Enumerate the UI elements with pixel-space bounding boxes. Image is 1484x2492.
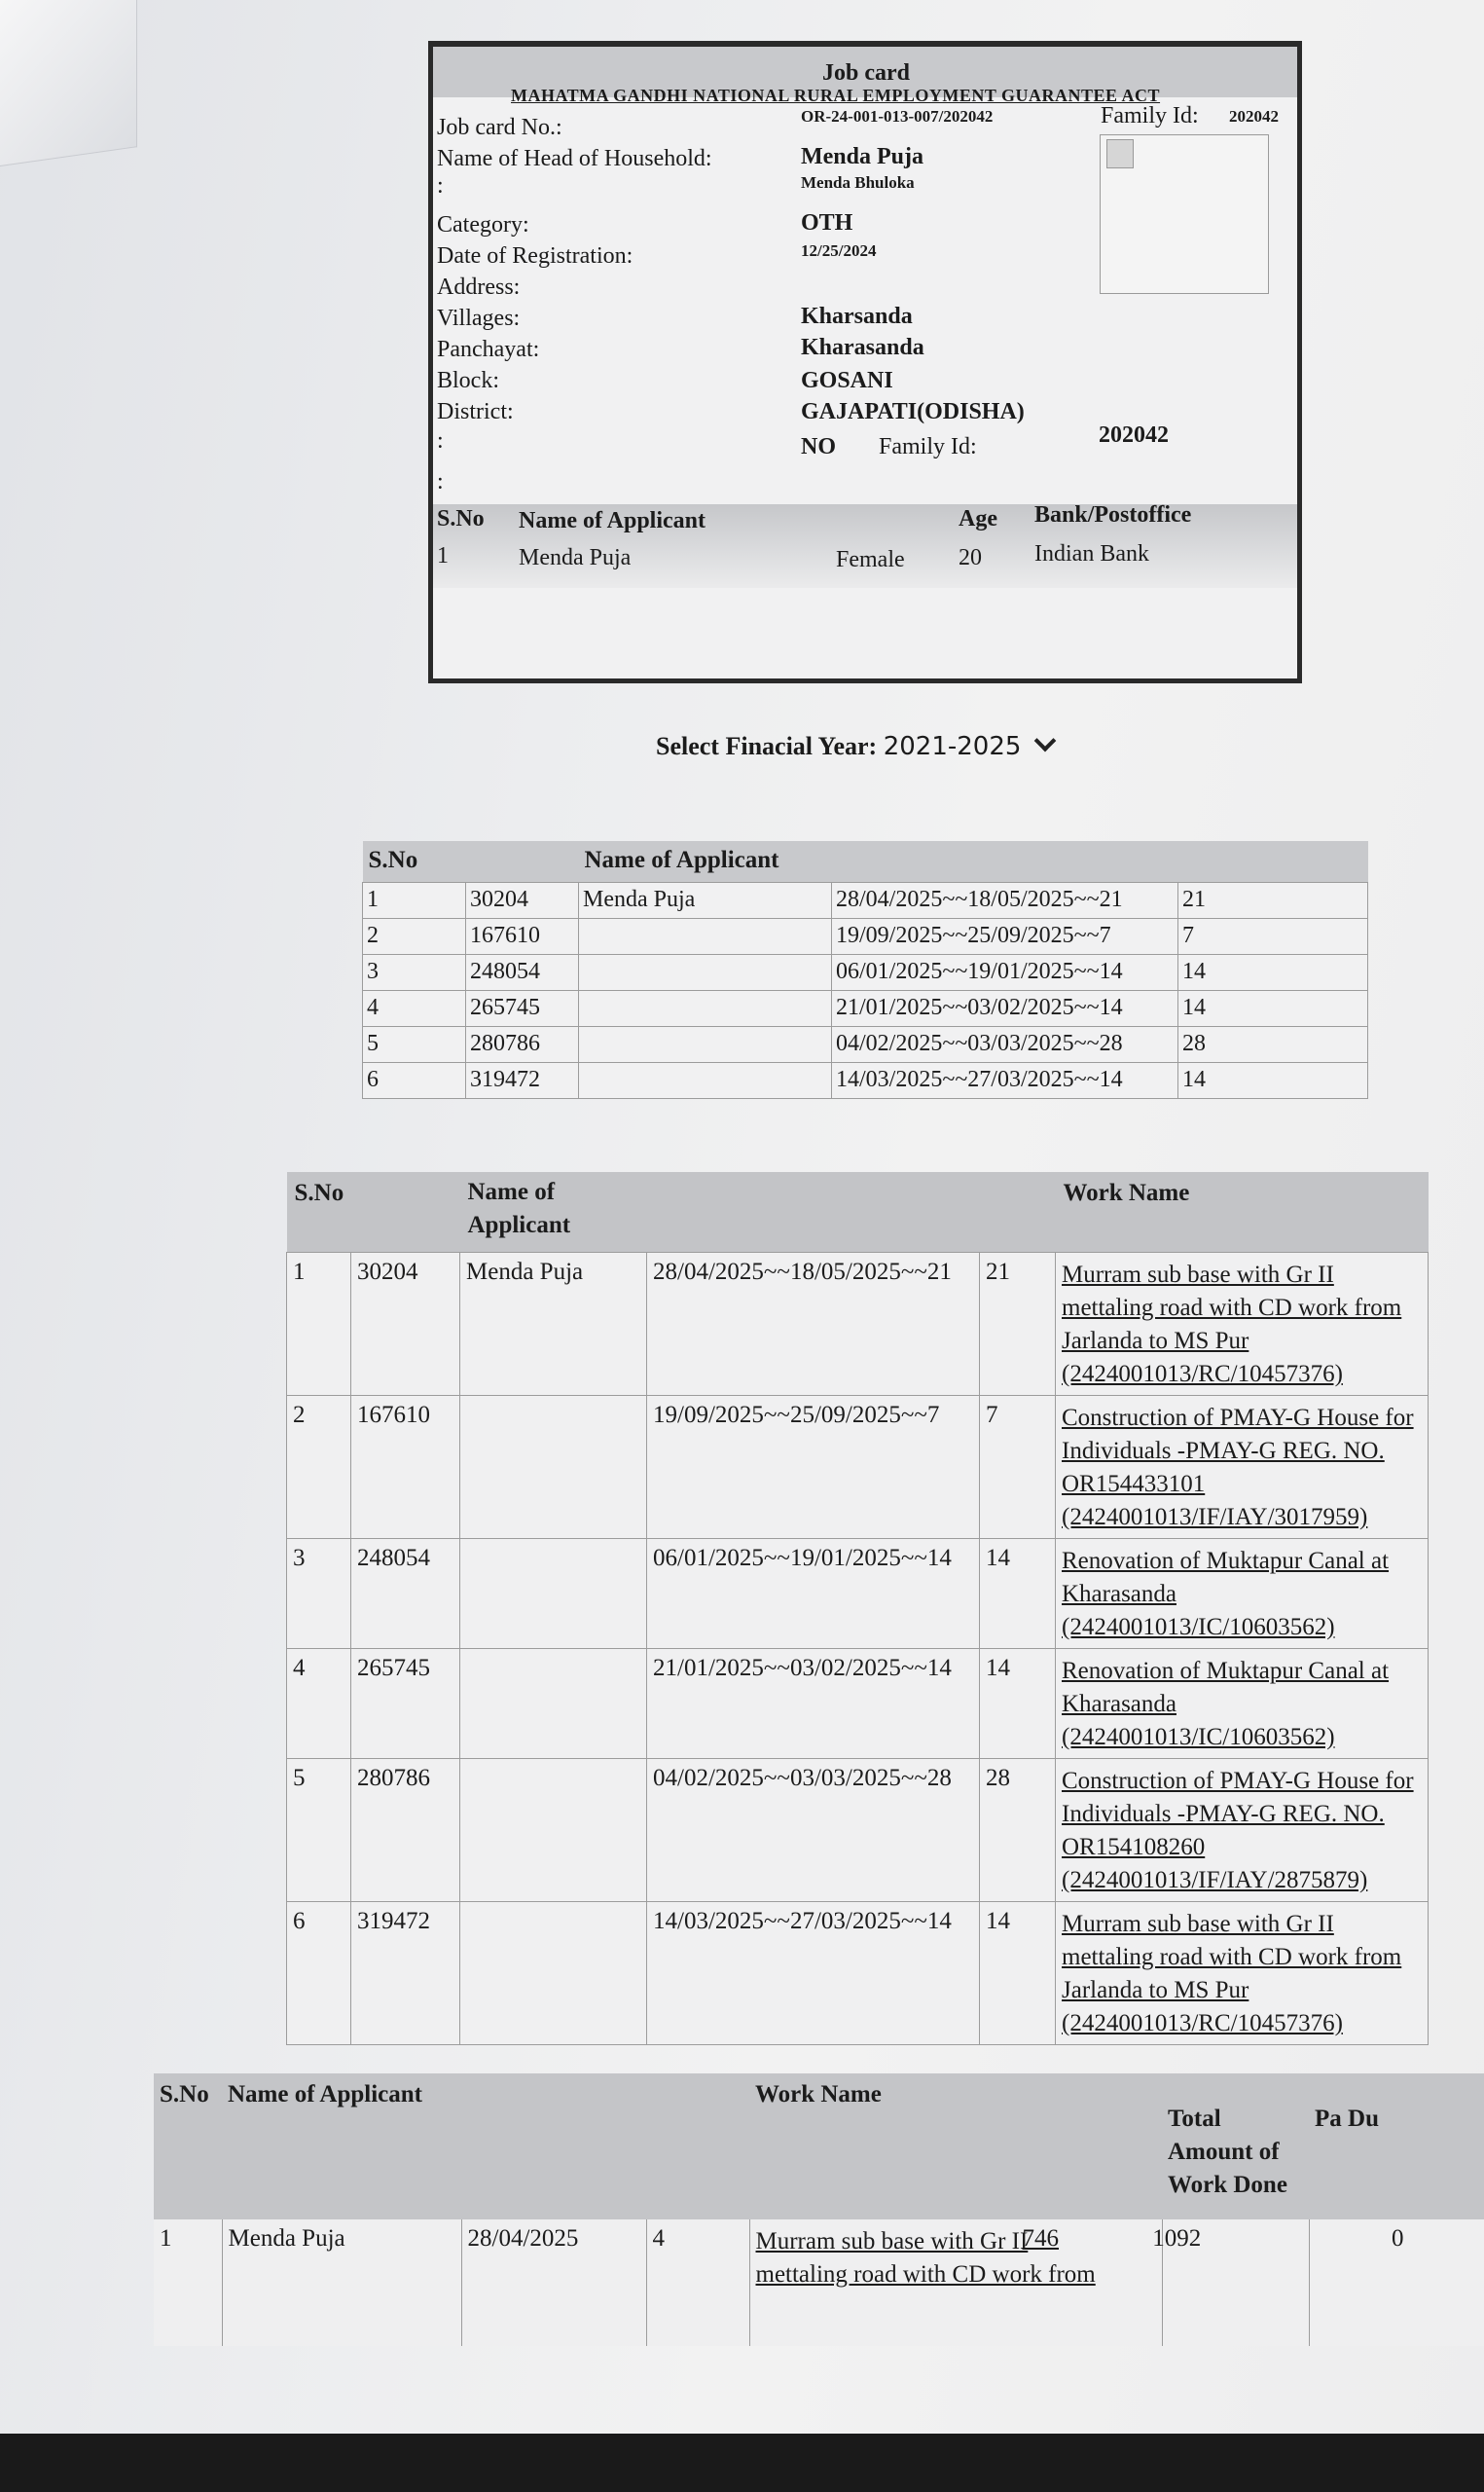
table-header-row xyxy=(363,841,1368,883)
days-cell: 7 xyxy=(1178,919,1368,955)
job-card-no: OR-24-001-013-007/202042 xyxy=(801,107,994,126)
family-id: 202042 xyxy=(1229,107,1279,126)
chevron-down-icon xyxy=(1034,730,1057,752)
table-row xyxy=(287,1902,1429,2045)
address-label: Address: xyxy=(437,275,521,300)
applicant-bank-header: Bank/Postoffice xyxy=(1034,502,1192,528)
colon: : xyxy=(437,428,444,454)
period-cell: 28/04/2025~~18/05/2025~~21 xyxy=(832,883,1178,919)
table-row xyxy=(287,1396,1429,1539)
total-amount-header: Total Amount of Work Done xyxy=(1162,2073,1309,2219)
payment-table xyxy=(154,2073,1484,2346)
sno-cell: 1 xyxy=(154,2219,222,2346)
period-cell: 06/01/2025~~19/01/2025~~14 xyxy=(832,955,1178,991)
total-cell xyxy=(1022,2219,1309,2346)
table-row xyxy=(287,1539,1429,1649)
job-card-box xyxy=(428,41,1302,683)
sno-cell: 3 xyxy=(363,955,466,991)
table-row xyxy=(363,991,1368,1027)
work-name-cell: Murram sub base with Gr II mettaling road with CD work from Jarlanda to MS Pur (2424001013/RC/10457376) xyxy=(1056,1253,1429,1396)
work-name-cell: Renovation of Muktapur Canal at Kharasanda (2424001013/IC/10603562) xyxy=(1056,1649,1429,1759)
sno-cell: 2 xyxy=(287,1396,351,1539)
total-amount: 1092 xyxy=(1152,2225,1202,2252)
id-cell: 280786 xyxy=(351,1759,460,1902)
head-of-household-label: Name of Head of Household: xyxy=(437,146,712,171)
blank-header xyxy=(466,841,579,883)
sno-header: S.No xyxy=(363,841,466,883)
financial-year-value: 2021-2025 xyxy=(883,732,1022,761)
table-header-row xyxy=(154,2073,1484,2219)
period-cell: 14/03/2025~~27/03/2025~~14 xyxy=(832,1063,1178,1099)
blank-header xyxy=(351,1172,460,1253)
days-cell: 14 xyxy=(980,1649,1056,1759)
days-cell: 28 xyxy=(1178,1027,1368,1063)
category: OTH xyxy=(801,210,853,236)
applicant-gender: Female xyxy=(836,547,905,572)
name-header: Name of Applicant xyxy=(222,2073,461,2219)
applicant-name-header: Name of Applicant xyxy=(519,508,706,533)
blank-header xyxy=(980,1172,1056,1253)
id-cell: 280786 xyxy=(466,1027,579,1063)
id-cell: 30204 xyxy=(466,883,579,919)
job-card-no-label: Job card No.: xyxy=(437,115,562,140)
days-cell: 21 xyxy=(980,1253,1056,1396)
applicant-name: Menda Puja xyxy=(519,545,632,570)
photo-placeholder xyxy=(1100,134,1269,294)
table-row xyxy=(363,919,1368,955)
number-cell: 4 xyxy=(646,2219,749,2346)
blank-header xyxy=(647,1172,980,1253)
table-header-row xyxy=(287,1172,1429,1253)
table-row xyxy=(363,1063,1368,1099)
work-name-cell: Renovation of Muktapur Canal at Kharasanda (2424001013/IC/10603562) xyxy=(1056,1539,1429,1649)
work-details-table xyxy=(286,1172,1429,2045)
last-cell: 0 xyxy=(1309,2219,1484,2346)
name-header: Name of Applicant xyxy=(579,841,832,883)
financial-year-label: Select Finacial Year: xyxy=(656,732,878,760)
block-label: Block: xyxy=(437,368,499,393)
name-cell xyxy=(460,1539,647,1649)
period-cell: 04/02/2025~~03/03/2025~~28 xyxy=(647,1759,980,1902)
panchayat-label: Panchayat: xyxy=(437,337,540,362)
name-cell: Menda Puja xyxy=(222,2219,461,2346)
period-cell: 04/02/2025~~03/03/2025~~28 xyxy=(832,1027,1178,1063)
sno-header: S.No xyxy=(154,2073,222,2219)
name-cell: Menda Puja xyxy=(460,1253,647,1396)
sno-cell: 6 xyxy=(287,1902,351,2045)
period-cell: 21/01/2025~~03/02/2025~~14 xyxy=(832,991,1178,1027)
registration-date-label: Date of Registration: xyxy=(437,243,633,269)
sno-cell: 2 xyxy=(363,919,466,955)
id-cell: 167610 xyxy=(466,919,579,955)
name-cell xyxy=(579,1063,832,1099)
table-row xyxy=(287,1649,1429,1759)
days-cell: 14 xyxy=(980,1902,1056,2045)
work-name-header: Work Name xyxy=(1056,1172,1429,1253)
applicant-sno-header: S.No xyxy=(437,506,485,531)
family-id-label: Family Id: xyxy=(1101,103,1199,128)
id-cell: 319472 xyxy=(466,1063,579,1099)
summary-table xyxy=(362,841,1368,1099)
sno-cell: 1 xyxy=(287,1253,351,1396)
code-link[interactable]: 746 xyxy=(1022,2225,1059,2252)
sno-cell: 1 xyxy=(363,883,466,919)
work-name-cell xyxy=(749,2219,1162,2346)
days-cell: 14 xyxy=(1178,955,1368,991)
date-cell: 28/04/2025 xyxy=(461,2219,646,2346)
sno-header: S.No xyxy=(287,1172,351,1253)
table-row xyxy=(363,883,1368,919)
blank-header xyxy=(646,2073,749,2219)
work-name-cell: Murram sub base with Gr II mettaling road with CD work from Jarlanda to MS Pur (2424001013/RC/10457376) xyxy=(1056,1902,1429,2045)
table-row xyxy=(363,1027,1368,1063)
sno-cell: 6 xyxy=(363,1063,466,1099)
name-cell xyxy=(579,919,832,955)
job-card-title: Job card xyxy=(822,60,910,86)
applicant-bank: Indian Bank xyxy=(1034,541,1149,567)
sno-cell: 3 xyxy=(287,1539,351,1649)
days-cell: 28 xyxy=(980,1759,1056,1902)
underlying-sheet-corner xyxy=(0,0,137,166)
sno-cell: 4 xyxy=(287,1649,351,1759)
period-cell: 28/04/2025~~18/05/2025~~21 xyxy=(647,1253,980,1396)
id-cell: 265745 xyxy=(466,991,579,1027)
partial-header: Pa Du xyxy=(1309,2073,1484,2219)
name-cell xyxy=(460,1649,647,1759)
blank-header xyxy=(832,841,1178,883)
work-name-cell: Construction of PMAY-G House for Individuals -PMAY-G REG. NO. OR154433101 (2424001013/IF/IAY/3017959) xyxy=(1056,1396,1429,1539)
days-cell: 14 xyxy=(1178,1063,1368,1099)
days-cell: 14 xyxy=(980,1539,1056,1649)
applicant-age: 20 xyxy=(959,545,982,570)
table-row xyxy=(287,1253,1429,1396)
table-row xyxy=(154,2219,1484,2346)
id-cell: 319472 xyxy=(351,1902,460,2045)
no-value: NO xyxy=(801,434,836,459)
act-name: MAHATMA GANDHI NATIONAL RURAL EMPLOYMENT GUARANTEE ACT xyxy=(511,86,1161,105)
panchayat: Kharasanda xyxy=(801,335,924,360)
days-cell: 14 xyxy=(1178,991,1368,1027)
id-cell: 248054 xyxy=(466,955,579,991)
photo-bottom-edge xyxy=(0,2434,1484,2492)
id-cell: 265745 xyxy=(351,1649,460,1759)
name-cell xyxy=(460,1759,647,1902)
period-cell: 14/03/2025~~27/03/2025~~14 xyxy=(647,1902,980,2045)
period-cell: 06/01/2025~~19/01/2025~~14 xyxy=(647,1539,980,1649)
financial-year-select[interactable] xyxy=(656,732,1053,761)
name-cell xyxy=(579,1027,832,1063)
days-cell: 21 xyxy=(1178,883,1368,919)
table-row xyxy=(363,955,1368,991)
category-label: Category: xyxy=(437,212,529,238)
blank-header xyxy=(1178,841,1368,883)
broken-image-icon xyxy=(1106,139,1134,168)
period-cell: 19/09/2025~~25/09/2025~~7 xyxy=(647,1396,980,1539)
district-label: District: xyxy=(437,399,514,424)
name-cell xyxy=(460,1396,647,1539)
name-cell xyxy=(579,991,832,1027)
colon: : xyxy=(437,469,444,495)
family-id-label-2: Family Id: xyxy=(879,434,977,459)
family-id-2: 202042 xyxy=(1099,422,1169,448)
villages-label: Villages: xyxy=(437,306,521,331)
name-header: Name of Applicant xyxy=(460,1172,647,1253)
villages: Kharsanda xyxy=(801,304,913,329)
sno-cell: 4 xyxy=(363,991,466,1027)
work-name-cell: Construction of PMAY-G House for Individuals -PMAY-G REG. NO. OR154108260 (2424001013/IF/IAY/2875879) xyxy=(1056,1759,1429,1902)
name-cell xyxy=(579,955,832,991)
table-row xyxy=(287,1759,1429,1902)
id-cell: 30204 xyxy=(351,1253,460,1396)
sno-cell: 5 xyxy=(287,1759,351,1902)
applicant-age-header: Age xyxy=(959,506,997,531)
blank-header xyxy=(461,2073,646,2219)
period-cell: 19/09/2025~~25/09/2025~~7 xyxy=(832,919,1178,955)
period-cell: 21/01/2025~~03/02/2025~~14 xyxy=(647,1649,980,1759)
work-name-text: Murram sub base with Gr II mettaling road with CD work from xyxy=(755,2228,1096,2288)
id-cell: 248054 xyxy=(351,1539,460,1649)
head-of-household-name: Menda Puja xyxy=(801,144,923,169)
registration-date: 12/25/2024 xyxy=(801,241,877,260)
colon: : xyxy=(437,173,444,199)
applicant-sno: 1 xyxy=(437,543,449,568)
id-cell: 167610 xyxy=(351,1396,460,1539)
district: GAJAPATI(ODISHA) xyxy=(801,399,1025,424)
name-cell: Menda Puja xyxy=(579,883,832,919)
work-name-header: Work Name xyxy=(749,2073,1162,2219)
name-cell xyxy=(460,1902,647,2045)
head-of-household-sub: Menda Bhuloka xyxy=(801,173,915,192)
sno-cell: 5 xyxy=(363,1027,466,1063)
block: GOSANI xyxy=(801,368,893,393)
days-cell: 7 xyxy=(980,1396,1056,1539)
